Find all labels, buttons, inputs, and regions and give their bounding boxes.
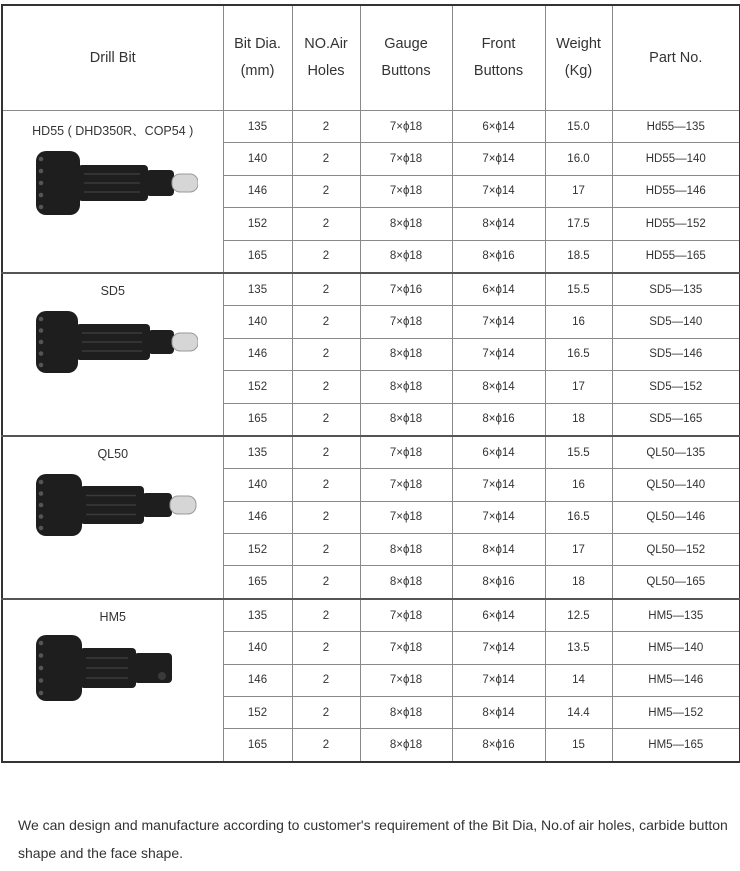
hd55-drill-bit-image	[28, 147, 198, 219]
part-no-cell: HM5—165	[612, 729, 740, 762]
header-label: Buttons	[473, 63, 524, 79]
front-buttons-cell: 8×ϕ16	[452, 566, 545, 599]
gauge-buttons-cell: 8×ϕ18	[360, 208, 452, 240]
weight-cell: 18.5	[545, 240, 612, 273]
front-buttons-cell: 8×ϕ14	[452, 697, 545, 729]
front-buttons-cell: 7×ϕ14	[452, 469, 545, 501]
weight-cell: 17.5	[545, 208, 612, 240]
front-buttons-cell: 8×ϕ14	[452, 371, 545, 403]
part-no-cell: QL50—152	[612, 534, 740, 566]
header-label: Gauge	[384, 36, 428, 52]
front-buttons-cell: 7×ϕ14	[452, 143, 545, 175]
bit-dia-cell: 165	[223, 403, 292, 436]
weight-cell: 14	[545, 664, 612, 696]
front-buttons-cell: 7×ϕ14	[452, 501, 545, 533]
part-no-cell: QL50—165	[612, 566, 740, 599]
bit-dia-cell: 146	[223, 501, 292, 533]
weight-cell: 17	[545, 175, 612, 207]
weight-cell: 18	[545, 566, 612, 599]
part-no-cell: QL50—146	[612, 501, 740, 533]
gauge-buttons-cell: 7×ϕ18	[360, 599, 452, 632]
part-no-cell: HD55—146	[612, 175, 740, 207]
ql50-drill-bit-image	[28, 469, 198, 541]
table-row	[2, 273, 740, 306]
air-holes-cell: 2	[292, 729, 360, 762]
bit-dia-cell: 152	[223, 208, 292, 240]
table-row	[2, 436, 740, 469]
header-label: Drill Bit	[89, 49, 136, 66]
header-front-buttons	[452, 5, 545, 111]
air-holes-cell: 2	[292, 175, 360, 207]
header-label: Weight	[556, 36, 601, 52]
air-holes-cell: 2	[292, 111, 360, 143]
front-buttons-cell: 7×ϕ14	[452, 175, 545, 207]
weight-cell: 16.0	[545, 143, 612, 175]
drill-bit-model-name: QL50	[97, 446, 129, 461]
part-no-cell: SD5—165	[612, 403, 740, 436]
part-no-cell: HM5—135	[612, 599, 740, 632]
part-no-cell: HM5—140	[612, 632, 740, 664]
weight-cell: 16.5	[545, 338, 612, 370]
hm5-drill-bit-image	[28, 632, 198, 704]
gauge-buttons-cell: 8×ϕ18	[360, 697, 452, 729]
weight-cell: 18	[545, 403, 612, 436]
weight-cell: 12.5	[545, 599, 612, 632]
bit-dia-cell: 165	[223, 240, 292, 273]
front-buttons-cell: 8×ϕ16	[452, 240, 545, 273]
table-row	[2, 111, 740, 143]
front-buttons-cell: 7×ϕ14	[452, 664, 545, 696]
gauge-buttons-cell: 8×ϕ18	[360, 338, 452, 370]
gauge-buttons-cell: 8×ϕ18	[360, 729, 452, 762]
weight-cell: 14.4	[545, 697, 612, 729]
header-label: NO.Air	[304, 36, 348, 52]
bit-dia-cell: 140	[223, 306, 292, 338]
front-buttons-cell: 8×ϕ16	[452, 729, 545, 762]
air-holes-cell: 2	[292, 632, 360, 664]
bit-dia-cell: 152	[223, 534, 292, 566]
air-holes-cell: 2	[292, 566, 360, 599]
gauge-buttons-cell: 7×ϕ18	[360, 175, 452, 207]
weight-cell: 15.0	[545, 111, 612, 143]
air-holes-cell: 2	[292, 501, 360, 533]
header-unit: (mm)	[240, 63, 275, 79]
footer-note: We can design and manufacture according to customer's requirement of the Bit Dia, No.of air holes, carbide button shape and the face shape.	[18, 817, 728, 861]
weight-cell: 15.5	[545, 436, 612, 469]
part-no-cell: HD55—152	[612, 208, 740, 240]
drill-bit-model-cell	[2, 436, 223, 599]
air-holes-cell: 2	[292, 371, 360, 403]
bit-dia-cell: 140	[223, 469, 292, 501]
front-buttons-cell: 6×ϕ14	[452, 436, 545, 469]
gauge-buttons-cell: 8×ϕ18	[360, 403, 452, 436]
gauge-buttons-cell: 7×ϕ18	[360, 306, 452, 338]
gauge-buttons-cell: 7×ϕ16	[360, 273, 452, 306]
weight-cell: 15	[545, 729, 612, 762]
part-no-cell: HM5—152	[612, 697, 740, 729]
sd5-drill-bit-image	[28, 306, 198, 378]
drill-bit-model-cell	[2, 111, 223, 273]
part-no-cell: SD5—140	[612, 306, 740, 338]
weight-cell: 15.5	[545, 273, 612, 306]
header-drill-bit	[2, 5, 223, 111]
gauge-buttons-cell: 8×ϕ18	[360, 566, 452, 599]
header-weight	[545, 5, 612, 111]
bit-dia-cell: 135	[223, 111, 292, 143]
header-label: Part No.	[649, 49, 703, 66]
header-gauge-buttons	[360, 5, 452, 111]
part-no-cell: Hd55—135	[612, 111, 740, 143]
part-no-cell: HM5—146	[612, 664, 740, 696]
bit-dia-cell: 140	[223, 632, 292, 664]
gauge-buttons-cell: 8×ϕ18	[360, 371, 452, 403]
part-no-cell: QL50—135	[612, 436, 740, 469]
part-no-cell: SD5—146	[612, 338, 740, 370]
header-unit: (Kg)	[564, 63, 593, 79]
air-holes-cell: 2	[292, 534, 360, 566]
weight-cell: 16	[545, 469, 612, 501]
header-label: Bit Dia.	[234, 36, 281, 52]
air-holes-cell: 2	[292, 436, 360, 469]
drill-bit-model-name: HM5	[99, 609, 126, 624]
gauge-buttons-cell: 7×ϕ18	[360, 664, 452, 696]
bit-dia-cell: 140	[223, 143, 292, 175]
bit-dia-cell: 135	[223, 436, 292, 469]
header-bit-dia	[223, 5, 292, 111]
gauge-buttons-cell: 7×ϕ18	[360, 143, 452, 175]
header-part-no	[612, 5, 740, 111]
gauge-buttons-cell: 7×ϕ18	[360, 632, 452, 664]
air-holes-cell: 2	[292, 403, 360, 436]
bit-dia-cell: 135	[223, 273, 292, 306]
gauge-buttons-cell: 8×ϕ18	[360, 534, 452, 566]
gauge-buttons-cell: 7×ϕ18	[360, 469, 452, 501]
air-holes-cell: 2	[292, 599, 360, 632]
bit-dia-cell: 146	[223, 664, 292, 696]
air-holes-cell: 2	[292, 338, 360, 370]
front-buttons-cell: 7×ϕ14	[452, 306, 545, 338]
gauge-buttons-cell: 7×ϕ18	[360, 501, 452, 533]
header-air-holes	[292, 5, 360, 111]
bit-dia-cell: 135	[223, 599, 292, 632]
bit-dia-cell: 165	[223, 566, 292, 599]
table-row	[2, 599, 740, 632]
gauge-buttons-cell: 7×ϕ18	[360, 436, 452, 469]
part-no-cell: HD55—140	[612, 143, 740, 175]
weight-cell: 17	[545, 371, 612, 403]
air-holes-cell: 2	[292, 697, 360, 729]
air-holes-cell: 2	[292, 208, 360, 240]
front-buttons-cell: 7×ϕ14	[452, 632, 545, 664]
header-label: Front	[481, 36, 516, 52]
drill-bit-model-name: SD5	[100, 283, 125, 298]
drill-bit-spec-table	[1, 4, 740, 763]
air-holes-cell: 2	[292, 143, 360, 175]
air-holes-cell: 2	[292, 469, 360, 501]
drill-bit-model-cell	[2, 599, 223, 762]
front-buttons-cell: 7×ϕ14	[452, 338, 545, 370]
spec-table-body	[2, 111, 740, 762]
part-no-cell: HD55—165	[612, 240, 740, 273]
front-buttons-cell: 6×ϕ14	[452, 111, 545, 143]
drill-bit-model-name: HD55 ( DHD350R、COP54 )	[32, 124, 194, 138]
front-buttons-cell: 8×ϕ14	[452, 534, 545, 566]
front-buttons-cell: 6×ϕ14	[452, 599, 545, 632]
part-no-cell: QL50—140	[612, 469, 740, 501]
air-holes-cell: 2	[292, 306, 360, 338]
weight-cell: 17	[545, 534, 612, 566]
air-holes-cell: 2	[292, 240, 360, 273]
part-no-cell: SD5—152	[612, 371, 740, 403]
bit-dia-cell: 146	[223, 175, 292, 207]
gauge-buttons-cell: 7×ϕ18	[360, 111, 452, 143]
weight-cell: 13.5	[545, 632, 612, 664]
air-holes-cell: 2	[292, 273, 360, 306]
front-buttons-cell: 8×ϕ16	[452, 403, 545, 436]
front-buttons-cell: 8×ϕ14	[452, 208, 545, 240]
header-label: Holes	[307, 63, 345, 79]
bit-dia-cell: 152	[223, 371, 292, 403]
gauge-buttons-cell: 8×ϕ18	[360, 240, 452, 273]
weight-cell: 16	[545, 306, 612, 338]
bit-dia-cell: 146	[223, 338, 292, 370]
front-buttons-cell: 6×ϕ14	[452, 273, 545, 306]
air-holes-cell: 2	[292, 664, 360, 696]
part-no-cell: SD5—135	[612, 273, 740, 306]
table-header-row	[2, 5, 740, 111]
bit-dia-cell: 165	[223, 729, 292, 762]
header-label: Buttons	[381, 63, 431, 79]
weight-cell: 16.5	[545, 501, 612, 533]
drill-bit-model-cell	[2, 273, 223, 436]
bit-dia-cell: 152	[223, 697, 292, 729]
